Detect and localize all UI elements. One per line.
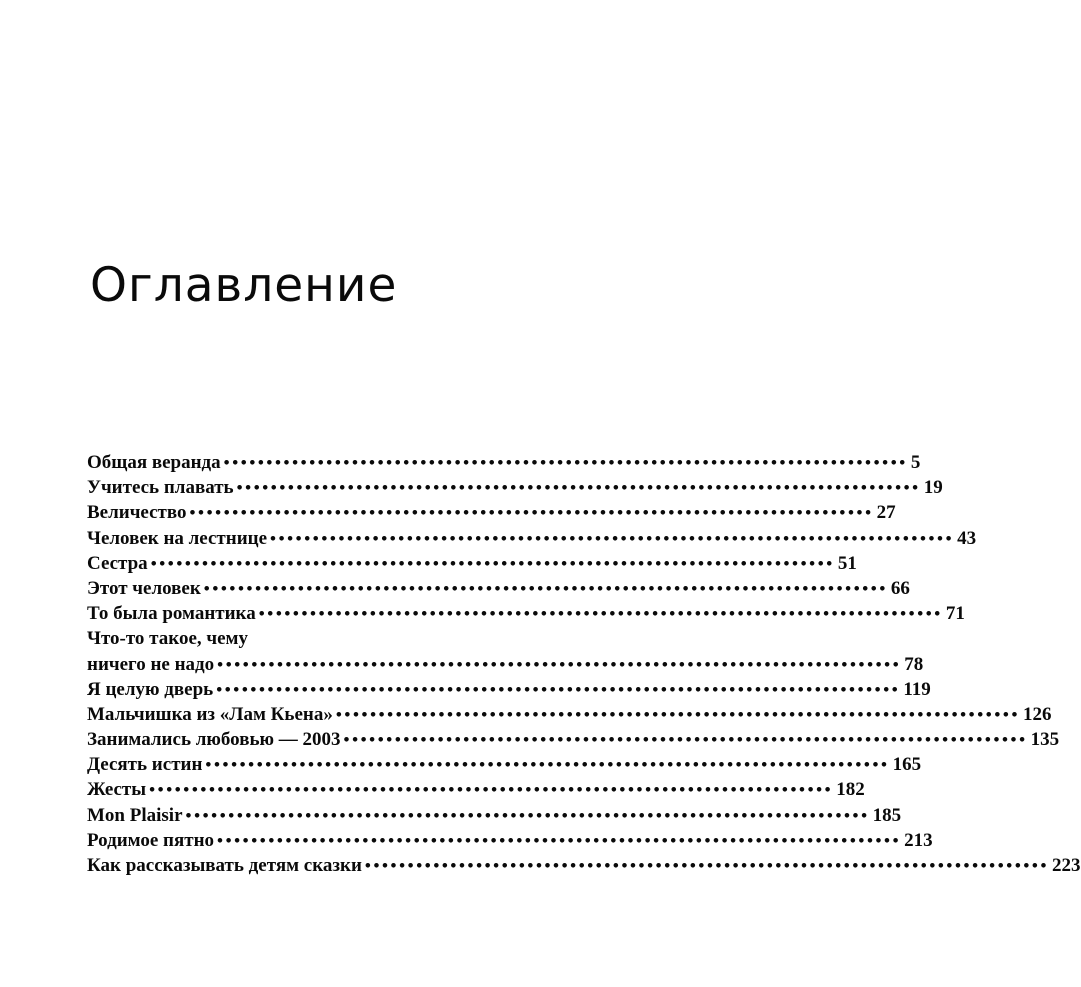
dot-leader: ••••••••••••••••••••••••••••••••••••••••••••••••••••••••••••••••••••••••••••••••: [205, 755, 890, 775]
toc-entry-page: 78: [904, 653, 924, 675]
toc-entry-page: 182: [836, 779, 865, 801]
dot-leader: ••••••••••••••••••••••••••••••••••••••••••••••••••••••••••••••••••••••••••••••••: [217, 654, 902, 674]
toc-entry-title: Учитесь плавать: [87, 477, 234, 499]
dot-leader: ••••••••••••••••••••••••••••••••••••••••••••••••••••••••••••••••••••••••••••••••: [150, 553, 835, 573]
toc-entry-page: 19: [923, 477, 943, 499]
toc-entry[interactable]: [87, 652, 924, 677]
toc-entry-page: 27: [876, 502, 896, 524]
dot-leader: ••••••••••••••••••••••••••••••••••••••••••••••••••••••••••••••••••••••••••••••••: [364, 856, 1050, 875]
toc-entry-title: То была романтика: [87, 603, 256, 625]
toc-entry-title: Десять истин: [87, 754, 203, 776]
toc-entry-title: ничего не надо: [87, 653, 215, 675]
toc-entry-title: Этот человек: [87, 577, 201, 599]
toc-entry-title: Что-то такое, чему: [87, 628, 248, 650]
toc-entry[interactable]: [87, 777, 865, 802]
toc-entry[interactable]: [87, 702, 1052, 727]
toc-entry-title: Как рассказывать детям сказки: [87, 855, 362, 876]
toc-entry[interactable]: [87, 576, 910, 601]
dot-leader: ••••••••••••••••••••••••••••••••••••••••••••••••••••••••••••••••••••••••••••••••: [335, 704, 1020, 724]
toc-entry-page: 51: [837, 552, 857, 574]
dot-leader: ••••••••••••••••••••••••••••••••••••••••••••••••••••••••••••••••••••••••••••••••: [236, 478, 921, 498]
toc-entry-title: Я целую дверь: [87, 678, 214, 700]
toc-entry-page: 119: [903, 678, 931, 700]
toc-entry-title: Общая веранда: [87, 452, 221, 473]
dot-leader: ••••••••••••••••••••••••••••••••••••••••••••••••••••••••••••••••••••••••••••••••: [149, 780, 834, 800]
toc-entry-page: 135: [1030, 729, 1060, 751]
dot-leader: ••••••••••••••••••••••••••••••••••••••••••••••••••••••••••••••••••••••••••••••••: [216, 679, 901, 699]
toc-entry-page: 223: [1052, 855, 1081, 876]
dot-leader: ••••••••••••••••••••••••••••••••••••••••••••••••••••••••••••••••••••••••••••••••: [217, 830, 902, 850]
toc-entry-title: Mon Plaisir: [87, 804, 183, 826]
table-of-contents: [87, 450, 1081, 878]
toc-entry-page: 185: [872, 804, 902, 826]
toc-entry[interactable]: [87, 450, 921, 475]
toc-entry-title: Величество: [87, 502, 187, 524]
toc-entry[interactable]: [87, 752, 922, 777]
toc-entry-title: Родимое пятно: [87, 829, 215, 851]
page-title: Оглавление: [90, 258, 398, 313]
dot-leader: ••••••••••••••••••••••••••••••••••••••••••••••••••••••••••••••••••••••••••••••••: [270, 528, 955, 548]
toc-entry[interactable]: [87, 803, 902, 828]
toc-entry[interactable]: [87, 551, 857, 576]
toc-entry-title: Мальчишка из «Лам Кьена»: [87, 703, 333, 725]
toc-entry-page: 165: [892, 754, 922, 776]
toc-entry-page: 71: [945, 603, 965, 625]
dot-leader: ••••••••••••••••••••••••••••••••••••••••••••••••••••••••••••••••••••••••••••••••: [189, 503, 874, 523]
toc-entry-first-line[interactable]: [87, 626, 451, 651]
dot-leader: ••••••••••••••••••••••••••••••••••••••••••••••••••••••••••••••••••••••••••••••••: [343, 730, 1028, 750]
toc-entry[interactable]: [87, 500, 896, 525]
toc-entry-page: 213: [904, 829, 933, 851]
dot-leader: ••••••••••••••••••••••••••••••••••••••••••••••••••••••••••••••••••••••••••••••••: [223, 453, 908, 472]
toc-entry-page: 66: [890, 577, 910, 599]
toc-entry[interactable]: [87, 475, 943, 500]
toc-entry[interactable]: [87, 828, 933, 853]
dot-leader: ••••••••••••••••••••••••••••••••••••••••••••••••••••••••••••••••••••••••••••••••: [258, 604, 943, 624]
toc-entry-page: 5: [910, 452, 921, 473]
toc-entry[interactable]: [87, 677, 931, 702]
toc-entry-page: 43: [957, 527, 977, 549]
toc-entry-title: Занимались любовью — 2003: [87, 729, 341, 751]
toc-entry-title: Сестра: [87, 552, 148, 574]
toc-entry[interactable]: [87, 727, 1060, 752]
toc-entry[interactable]: [87, 526, 977, 551]
toc-entry[interactable]: [87, 853, 1081, 878]
toc-entry-title: Жесты: [87, 779, 147, 801]
toc-entry[interactable]: [87, 601, 965, 626]
toc-entry-title: Человек на лестнице: [87, 527, 268, 549]
dot-leader: ••••••••••••••••••••••••••••••••••••••••••••••••••••••••••••••••••••••••••••••••: [185, 805, 870, 825]
toc-entry-page: 126: [1023, 703, 1052, 725]
dot-leader: ••••••••••••••••••••••••••••••••••••••••••••••••••••••••••••••••••••••••••••••••: [203, 578, 888, 598]
